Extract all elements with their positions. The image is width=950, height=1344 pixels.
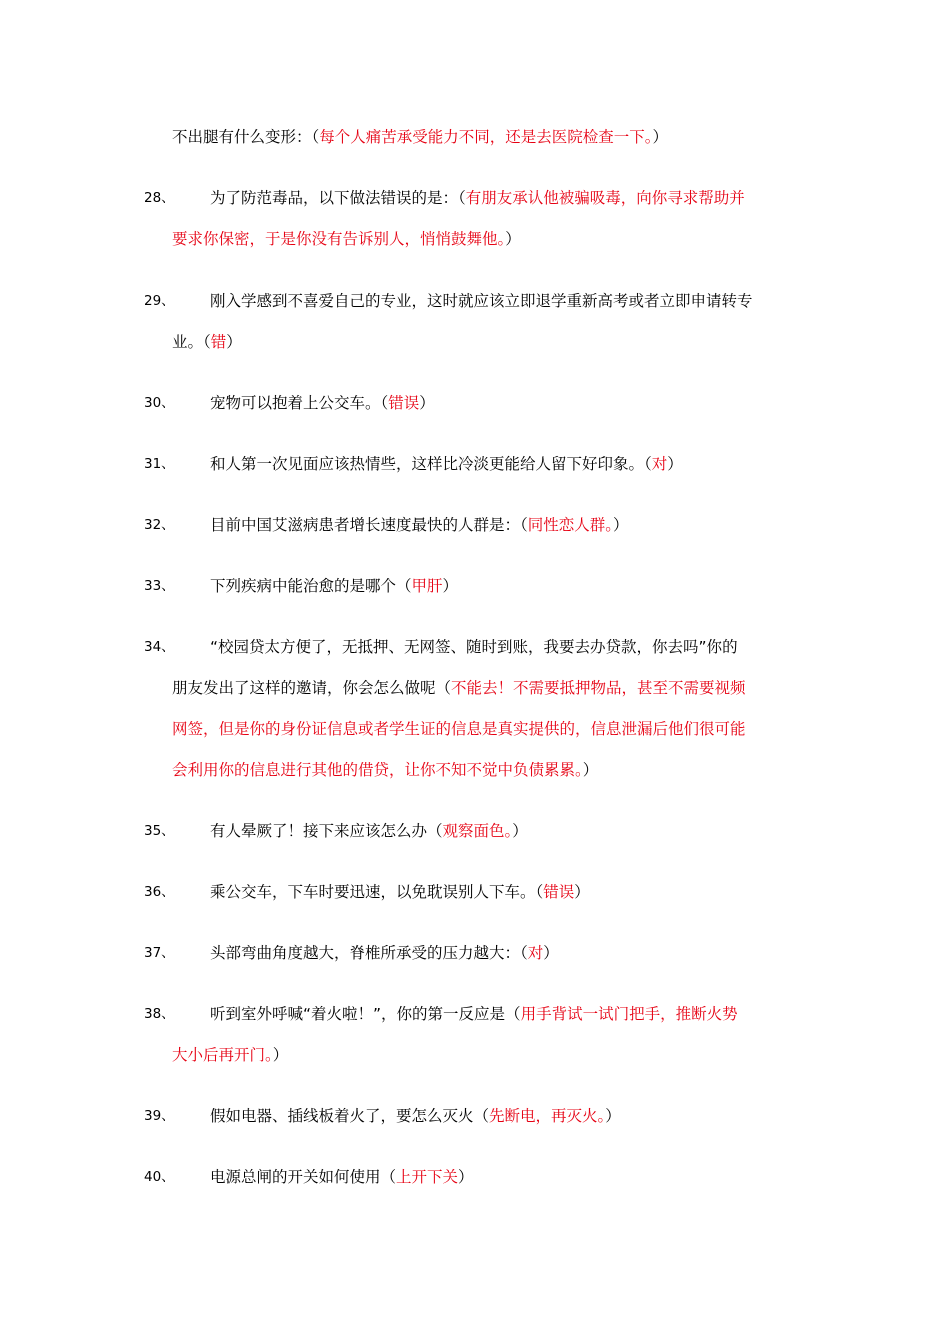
question-line <box>210 1105 810 1127</box>
answer-text: 用手背试一试门把手，推断火势 <box>520 1005 738 1023</box>
question-continuation-line <box>172 331 812 353</box>
answer-text: 错误 <box>543 883 575 901</box>
question-line <box>210 453 810 475</box>
question-line <box>210 942 810 964</box>
question-text: 头部弯曲角度越大，脊椎所承受的压力越大：（ <box>210 944 528 962</box>
question-continuation-line <box>172 1044 812 1066</box>
item-number: 28、 <box>144 190 175 206</box>
question-text: ） <box>419 394 435 412</box>
question-continuation-line <box>172 677 812 699</box>
question-text: 乘公交车，下车时要迅速，以免耽误别人下车。（ <box>210 883 544 901</box>
item-number: 40、 <box>144 1169 175 1185</box>
question-line <box>210 514 810 536</box>
answer-text: 每个人痛苦承受能力不同，还是去医院检查一下。 <box>319 128 653 146</box>
question-line <box>210 881 810 903</box>
answer-text: 大小后再开门。 <box>172 1046 273 1064</box>
question-text: ） <box>442 577 459 595</box>
question-line <box>210 820 810 842</box>
question-text: ） <box>505 230 521 248</box>
question-continuation-line <box>172 718 812 740</box>
question-text: 宠物可以抱着上公交车。（ <box>210 394 389 412</box>
item-number: 31、 <box>144 456 175 472</box>
question-text: ） <box>613 516 629 534</box>
answer-text: 会利用你的信息进行其他的借贷，让你不知不觉中负债累累。 <box>172 761 583 779</box>
question-text: ） <box>667 455 683 473</box>
question-text: ） <box>652 128 669 146</box>
question-line <box>210 575 810 597</box>
answer-text: 上开下关 <box>396 1168 459 1186</box>
question-line <box>172 126 812 148</box>
item-number: 37、 <box>144 945 175 961</box>
question-text: 为了防范毒品，以下做法错误的是：（ <box>210 189 466 207</box>
item-number: 33、 <box>144 578 175 594</box>
answer-text: 错误 <box>388 394 420 412</box>
item-number: 36、 <box>144 884 175 900</box>
question-text: 业。（ <box>172 333 211 351</box>
question-text: 目前中国艾滋病患者增长速度最快的人群是：（ <box>210 516 528 534</box>
question-text: ） <box>226 333 242 351</box>
question-text: 不出腿有什么变形：（ <box>172 128 320 146</box>
question-continuation-line <box>172 228 812 250</box>
question-continuation-line <box>172 759 812 781</box>
answer-text: 要求你保密，于是你没有告诉别人，悄悄鼓舞他。 <box>172 230 506 248</box>
item-number: 32、 <box>144 517 175 533</box>
question-text: ） <box>574 883 590 901</box>
question-text: ） <box>582 761 599 779</box>
question-text: 刚入学感到不喜爱自己的专业，这时就应该立即退学重新高考或者立即申请转专 <box>210 292 753 310</box>
question-text: “校园贷太方便了，无抵押、无网签、随时到账，我要去办贷款，你去吗”你的 <box>210 638 738 656</box>
answer-text: 有朋友承认他被骗吸毒，向你寻求帮助并 <box>465 189 745 207</box>
question-text: ） <box>512 822 528 840</box>
question-text: 有人晕厥了！接下来应该怎么办（ <box>210 822 443 840</box>
question-text: 假如电器、插线板着火了，要怎么灭火（ <box>210 1107 490 1125</box>
item-number: 29、 <box>144 293 175 309</box>
answer-text: 观察面色。 <box>442 822 513 840</box>
answer-text: 不能去！不需要抵押物品，甚至不需要视频 <box>451 679 746 697</box>
question-line <box>210 1003 810 1025</box>
question-line <box>210 636 810 658</box>
question-text: 电源总闸的开关如何使用（ <box>210 1168 397 1186</box>
answer-text: 甲肝 <box>411 577 443 595</box>
question-line <box>210 1166 810 1188</box>
question-line <box>210 392 810 414</box>
question-text: ） <box>605 1107 621 1125</box>
question-text: 听到室外呼喊“着火啦！”，你的第一反应是（ <box>210 1005 521 1023</box>
question-text: 下列疾病中能治愈的是哪个（ <box>210 577 412 595</box>
answer-text: 网签，但是你的身份证信息或者学生证的信息是真实提供的，信息泄漏后他们很可能 <box>172 720 746 738</box>
question-text: ） <box>543 944 559 962</box>
item-number: 35、 <box>144 823 175 839</box>
question-text: ） <box>272 1046 289 1064</box>
question-line <box>210 187 810 209</box>
item-number: 39、 <box>144 1108 175 1124</box>
answer-text: 对 <box>651 455 668 473</box>
item-number: 30、 <box>144 395 175 411</box>
answer-text: 错 <box>210 333 227 351</box>
question-text: ） <box>458 1168 474 1186</box>
answer-text: 同性恋人群。 <box>527 516 614 534</box>
question-text: 和人第一次见面应该热情些，这样比冷淡更能给人留下好印象。（ <box>210 455 652 473</box>
answer-text: 对 <box>527 944 544 962</box>
question-text: 朋友发出了这样的邀请，你会怎么做呢（ <box>172 679 452 697</box>
answer-text: 先断电，再灭火。 <box>489 1107 606 1125</box>
item-number: 38、 <box>144 1006 175 1022</box>
question-line <box>210 290 810 312</box>
item-number: 34、 <box>144 639 175 655</box>
